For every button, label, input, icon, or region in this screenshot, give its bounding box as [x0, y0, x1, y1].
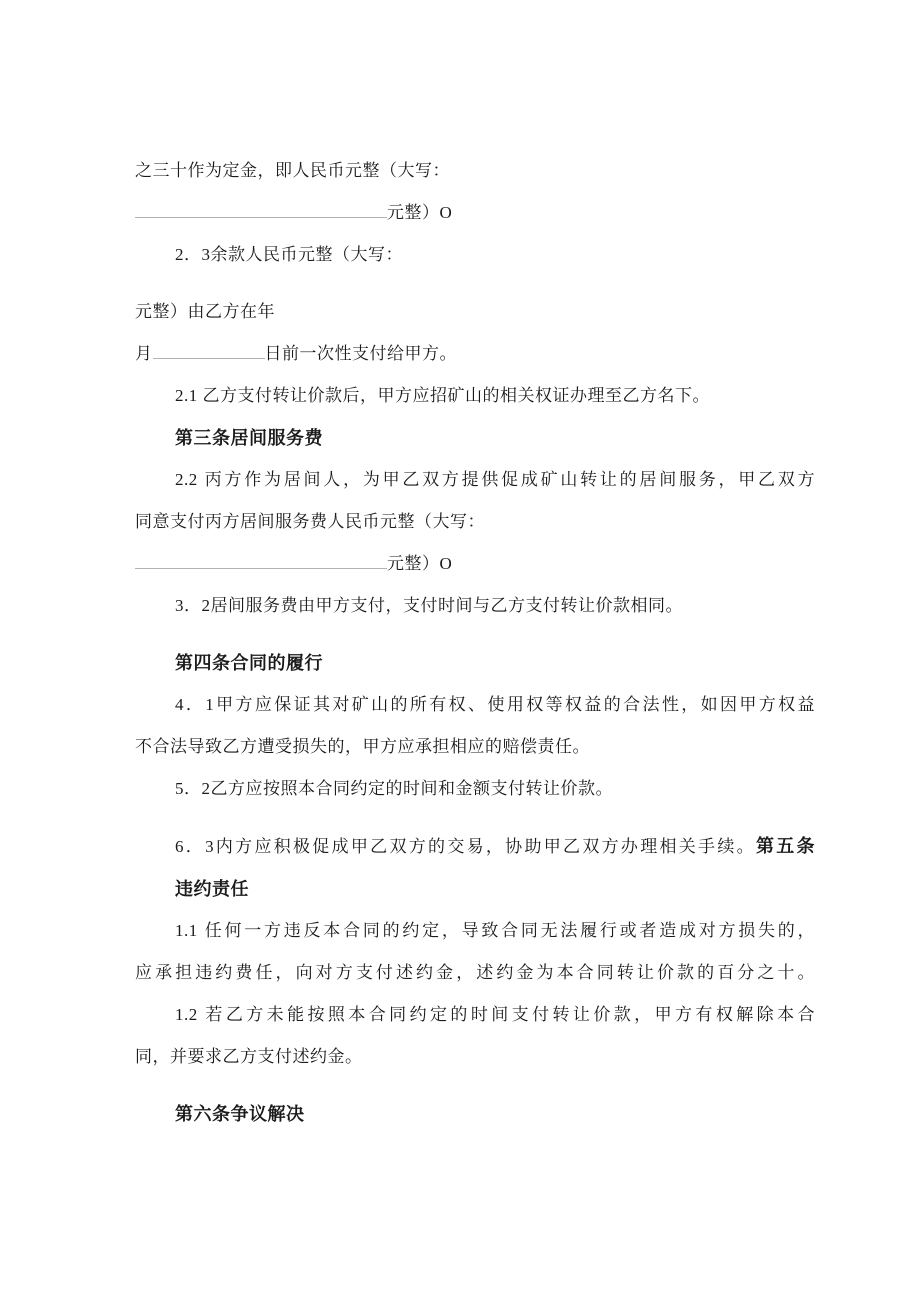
- text-run: 2．3余款人民币元整（大写：: [175, 245, 403, 264]
- text-run: 第四条合同的履行: [175, 653, 323, 673]
- document-line: [135, 509, 815, 535]
- document-line: [135, 341, 815, 367]
- text-run: 4．1甲方应保证其对矿山的所有权、使用权等权益的合法性，如因甲方权益: [175, 695, 815, 714]
- document-line: [135, 833, 815, 860]
- fill-in-blank-line: [135, 201, 387, 218]
- section-heading: [135, 1101, 815, 1127]
- section-heading: [135, 650, 815, 676]
- text-run: 元整）O: [387, 203, 453, 222]
- text-run: 第六条争议解决: [175, 1104, 305, 1124]
- text-run: 应承担违约费任，向对方支付述约金，述约金为本合同转让价款的百分之十。: [135, 963, 815, 982]
- text-run: 1.1 任何一方违反本合同的约定，导致合同无法履行或者造成对方损失的，: [175, 921, 815, 940]
- document-line: [135, 960, 815, 986]
- document-line: [135, 692, 815, 718]
- text-run: 月: [135, 344, 153, 363]
- text-run: 违约责任: [175, 879, 249, 899]
- document-line: [135, 1002, 815, 1028]
- section-heading: [135, 425, 815, 451]
- document-line: [135, 467, 815, 493]
- fill-in-blank-line: [135, 552, 387, 569]
- document-line: [135, 776, 815, 802]
- text-run: 第三条居间服务费: [175, 428, 323, 448]
- text-run: 6．3内方应积极促成甲乙双方的交易，协助甲乙双方办理相关手续。: [175, 837, 756, 856]
- section-heading: [135, 876, 815, 902]
- text-run: 1.2 若乙方未能按照本合同约定的时间支付转让价款，甲方有权解除本合: [175, 1005, 815, 1024]
- text-run: 2.2 丙方作为居间人，为甲乙双方提供促成矿山转让的居间服务，甲乙双方: [175, 470, 815, 489]
- text-run: 3．2居间服务费由甲方支付，支付时间与乙方支付转让价款相同。: [175, 596, 683, 615]
- document-line: [135, 242, 815, 268]
- text-run: 元整）O: [387, 554, 453, 573]
- document-line: [135, 158, 815, 184]
- text-run: 元整）由乙方在年: [135, 302, 275, 321]
- text-run: 不合法导致乙方遭受损失的，甲方应承担相应的赔偿责任。: [135, 737, 590, 756]
- text-run: 日前一次性支付给甲方。: [264, 344, 457, 363]
- document-line: [135, 734, 815, 760]
- text-run: 同意支付丙方居间服务费人民币元整（大写：: [135, 512, 485, 531]
- document-line: [135, 200, 815, 226]
- text-run: 5．2乙方应按照本合同约定的时间和金额支付转让价款。: [175, 779, 613, 798]
- document-line: [135, 551, 815, 577]
- document-line: [135, 593, 815, 619]
- text-run: 2.1 乙方支付转让价款后，甲方应招矿山的相关权证办理至乙方名下。: [175, 386, 710, 405]
- text-run: 同，并要求乙方支付述约金。: [135, 1047, 363, 1066]
- fill-in-blank-line: [153, 342, 265, 359]
- text-run: 之三十作为定金，即人民币元整（大写：: [135, 161, 450, 180]
- document-line: [135, 299, 815, 325]
- inline-heading-text: 第五条: [755, 836, 816, 856]
- document-line: [135, 918, 815, 944]
- document-line: [135, 383, 815, 409]
- document-line: [135, 1044, 815, 1070]
